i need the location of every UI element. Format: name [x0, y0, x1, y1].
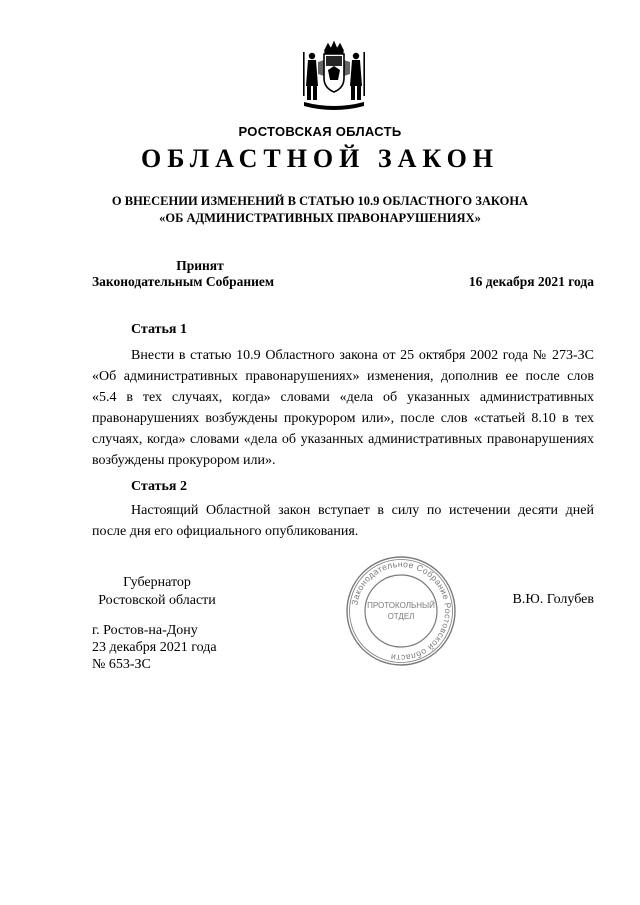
document-type-title: ОБЛАСТНОЙ ЗАКОН [140, 144, 500, 173]
region-name: РОСТОВСКАЯ ОБЛАСТЬ [238, 124, 402, 139]
signatory-name: В.Ю. Голубев [512, 592, 594, 607]
signatory-title-line-1: Губернатор [123, 575, 191, 590]
law-title [0, 193, 640, 227]
law-title-line-1: О ВНЕСЕНИИ ИЗМЕНЕНИЙ В СТАТЬЮ 10.9 ОБЛАСТНОГО ЗАКОНА [111, 194, 529, 208]
official-seal-stamp [344, 554, 458, 668]
adopted-by: Законодательным Собранием [92, 274, 275, 289]
adopted-date: 16 декабря 2021 года [468, 274, 594, 289]
signing-place: г. Ростов-на-Дону [92, 623, 198, 638]
seal-outer-textpath: Законодательное Собрание Ростовской области [349, 558, 454, 664]
coat-of-arms-icon [298, 40, 370, 112]
crown-icon [325, 42, 343, 53]
place-date-number [92, 622, 217, 673]
article-1-heading: Статья 1 [131, 322, 187, 337]
law-title-line-2: «ОБ АДМИНИСТРАТИВНЫХ ПРАВОНАРУШЕНИЯХ» [159, 211, 481, 225]
article-2-body: Настоящий Областной закон вступает в силу по истечении десяти дней после дня его официального опубликования. [92, 503, 594, 539]
law-number: № 653-ЗС [92, 657, 151, 672]
signatory-title-line-2: Ростовской области [98, 593, 216, 608]
article-2-heading: Статья 2 [131, 479, 187, 494]
seal-inner-line-1: ПРОТОКОЛЬНЫЙ [367, 601, 435, 610]
signatory-title [92, 574, 222, 610]
signing-date: 23 декабря 2021 года [92, 640, 217, 655]
adopted-label: Принят [176, 258, 224, 273]
article-1-body: Внести в статью 10.9 Областного закона от 25 октября 2002 года № 273-ЗС «Об административных правонарушениях» изменения, дополнив ее после слов «5.4 в тех случаях, когда» словами «дела об указанных административных правонарушениях возбуждены прокурором или», после слов «статьей 8.10 в тех случаях, когда» словами «дела об указанных административных правонарушениях возбуждены прокурором или». [92, 348, 594, 468]
seal-inner-line-2: ОТДЕЛ [387, 612, 415, 621]
